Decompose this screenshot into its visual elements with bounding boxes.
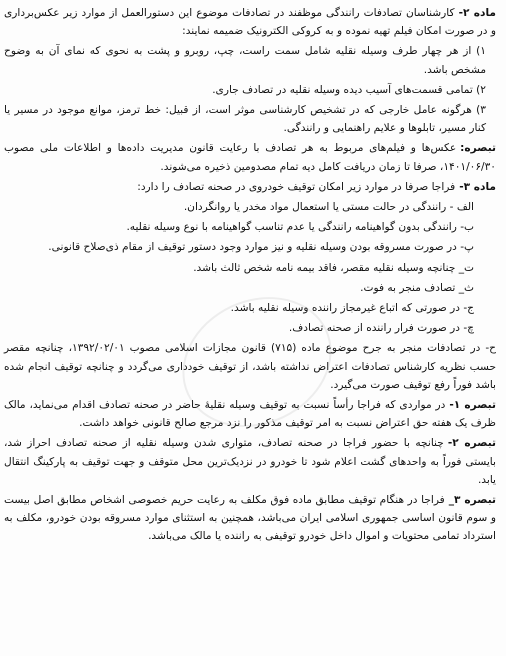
article-2-item-2-text: ۲) تمامی قسمت‌های آسیب دیده وسیله نقلیه در تصادف جاری. [212,83,486,96]
article-2-item-1-text: ۱) از هر چهار طرف وسیله نقلیه شامل سمت راست، چپ، روبرو و پشت به نحوی که نمای آن به وضوح مشخص باشد. [4,45,486,76]
article-3-item-he [4,339,496,394]
article-3-item-che [4,319,496,337]
article-2-item-3-text: ۳) هرگونه عامل خارجی که در تشخیص کارشناسی موثر است، از قبیل: خط ترمز، موانع موجود در مسیر یا کنار مسیر، تابلوها و علایم راهنمایی و رانندگی. [4,104,486,135]
article-3-note-2-label: تبصره ۲- [447,437,497,450]
article-3-note-1 [4,396,496,432]
article-3-note-2 [4,434,496,489]
article-3-text: فراجا صرفا در موارد زیر امکان توقیف خودروی در صحنه تصادف را دارد: [137,180,456,193]
article-3-item-be-text: ب- رانندگی بدون گواهینامه رانندگی یا عدم تناسب گواهینامه با نوع وسیله نقلیه. [126,221,474,234]
article-3-label: ماده ۳- [459,180,496,193]
article-3-item-jim-text: ج- در صورتی که اتباع غیرمجاز راننده وسیله نقلیه باشد. [230,302,474,315]
article-3-item-che-text: چ- در صورت فرار راننده از صحنه تصادف. [288,322,474,335]
article-3-item-pe [4,238,496,256]
article-3-item-te-text: ت_ چنانچه وسیله نقلیه مقصر، فاقد بیمه نامه شخص ثالث باشد. [193,261,474,274]
article-2-item-3 [4,101,496,137]
article-3-item-alef-text: الف - رانندگی در حالت مستی یا استعمال مواد مخدر یا روانگردان. [183,201,474,214]
article-3-item-alef [4,198,496,216]
article-2-item-2 [4,81,496,99]
article-2-note [4,139,496,175]
article-2-item-1 [4,42,496,78]
article-3-note-1-text: در مواردی که فراجا رأساً نسبت به توقیف وسیله نقلیهٔ حاضر در صحنه تصادف اقدام می‌نماید، مالک ظرف یک هفته حق اعتراض نسبت به امر توقیف مذکور را نزد مرجع صالح قانونی خواهد داشت. [4,399,496,430]
article-3-note-1-label: تبصره ۱- [449,399,496,412]
article-3-item-he-text: ح- در تصادفات منجر به جرح موضوع ماده (۷۱۵) قانون مجازات اسلامی مصوب ۱۳۹۲/۰۲/۰۱، چنانچه مقصر حسب نظریه کارشناس تصادفات اعتراض نداشته باشد، از توقیف خودداری می‌گردد و چنانچه توقیف انجام شده باشد فوراً رفع توقیف صورت می‌گیرد. [4,342,496,391]
article-3-note-3 [4,491,496,546]
article-3-item-jim [4,299,496,317]
article-3 [4,178,496,196]
article-3-note-2-text: چنانچه با حضور فراجا در صحنه تصادف، متواری شدن وسیله نقلیه از صحنه تصادف احراز شد، بایستی فوراً به واحدهای گشت اعلام شود تا خودرو در نزدیک‌ترین محل متوقف و جهت توقیف به پارکینگ انتقال یابد. [4,437,496,486]
article-2-note-label: تبصره: [460,142,496,155]
article-3-note-3-text: فراجا در هنگام توقیف مطابق ماده فوق مکلف به رعایت حریم خصوصی اشخاص مطابق اصل بیست و سوم قانون اساسی جمهوری اسلامی ایران می‌باشد، همچنین به استثنای موارد مسروقه بودن خودرو، مکلف به استرداد تمامی محتویات و اموال داخل خودرو توقیفی به راننده یا مالک می‌باشد. [4,494,496,543]
article-3-item-be [4,218,496,236]
article-2 [4,4,496,40]
article-3-item-se-text: ث_ تصادف منجر به فوت. [360,281,474,294]
article-2-text: کارشناسان تصادفات رانندگی موظفند در تصادفات موضوع این دستورالعمل از موارد زیر عکس‌برداری و در صورت امکان فیلم تهیه نموده و به کروکی الکترونیک ضمیمه نمایند: [4,7,496,38]
article-3-note-3-label: تبصره ۳_ [448,494,496,507]
article-3-item-te [4,259,496,277]
article-3-item-pe-text: پ- در صورت مسروقه بودن وسیله نقلیه و نیز موارد وجود دستور توقیف از مقام ذی‌صلاح قانونی. [48,241,474,254]
article-3-item-se [4,279,496,297]
article-2-note-text: عکس‌ها و فیلم‌های مربوط به هر تصادف با رعایت قانون مدیریت داده‌ها و اطلاعات ملی مصوب ۱۴۰۱/۰۶/۳۰، صرفا تا زمان دریافت کامل دیه تمام مصدومین ذخیره می‌شوند. [4,142,496,173]
article-2-label: ماده ۲- [458,7,496,19]
